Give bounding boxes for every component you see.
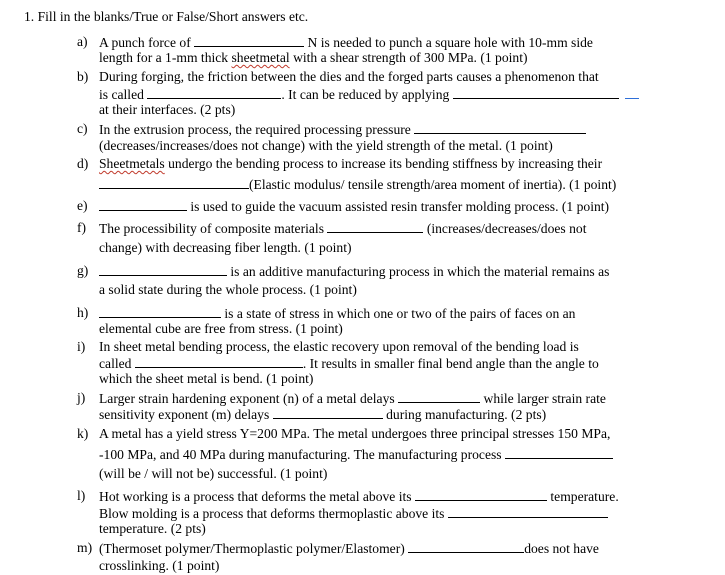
label-m: m): [77, 540, 93, 555]
blank-d1[interactable]: [99, 176, 249, 189]
blank-l1[interactable]: [415, 488, 547, 501]
spell-flag-word: Sheetmetals: [99, 156, 165, 171]
text: does not have: [524, 541, 599, 556]
label-h: h): [77, 305, 89, 320]
section-title: 1. Fill in the blanks/True or False/Short answers etc.: [24, 9, 309, 24]
text: is used to guide the vacuum assisted resin transfer molding process. (1 point): [190, 199, 610, 214]
text: undergo the bending process to increase its bending stiffness by increasing their: [168, 156, 603, 171]
question-g-line2: a solid state during the whole process. (1 point): [99, 282, 357, 297]
text: is an additive manufacturing process in which the material remains as: [230, 264, 610, 279]
text: while larger strain rate: [483, 391, 606, 406]
question-h-line1: [99, 305, 575, 322]
text: Hot working is a process that deforms the metal above its: [99, 489, 412, 504]
label-e: e): [77, 198, 88, 213]
question-b-line2: [99, 86, 639, 103]
text: (increases/decreases/does not: [426, 221, 587, 236]
question-d-line1: [99, 156, 602, 172]
text: temperature.: [550, 489, 619, 504]
text: . It results in smaller final bend angle than the angle to: [302, 356, 599, 371]
blank-j2[interactable]: [273, 406, 383, 419]
text: (Elastic modulus/ tensile strength/area moment of inertia). (1 point): [249, 177, 617, 192]
text: length for a 1-mm thick: [99, 50, 229, 65]
question-l-line3: temperature. (2 pts): [99, 521, 206, 536]
blank-f1[interactable]: [327, 220, 423, 233]
label-d: d): [77, 156, 89, 171]
question-a-line1: [99, 34, 593, 51]
label-f: f): [77, 220, 87, 235]
label-b: b): [77, 69, 89, 84]
label-i: i): [77, 339, 86, 354]
text: In the extrusion process, the required processing pressure: [99, 122, 411, 137]
question-c-line1: [99, 121, 586, 138]
blank-l2[interactable]: [448, 505, 608, 518]
text: (Thermoset polymer/Thermoplastic polymer/Elastomer): [99, 541, 405, 556]
question-k-line3: (will be / will not be) successful. (1 point): [99, 466, 328, 481]
blank-e1[interactable]: [99, 198, 187, 211]
blank-b1[interactable]: [147, 86, 281, 99]
text: during manufacturing. (2 pts): [386, 407, 547, 422]
question-i-line2: [99, 355, 599, 372]
question-m-line1: [99, 540, 599, 557]
text: Blow molding is a process that deforms thermoplastic above its: [99, 506, 445, 521]
question-l-line2: [99, 505, 608, 522]
question-m-line2: crosslinking. (1 point): [99, 558, 220, 573]
text: is called: [99, 87, 144, 102]
blank-h1[interactable]: [99, 305, 221, 318]
text: N is needed to punch a square hole with 10-mm side: [307, 35, 593, 50]
question-j-line2: [99, 406, 546, 423]
question-d-line2: [99, 176, 616, 193]
question-j-line1: [99, 390, 606, 407]
question-f-line1: [99, 220, 586, 237]
label-a: a): [77, 34, 88, 49]
question-c-line2: (decreases/increases/does not change) with the yield strength of the metal. (1 point): [99, 138, 553, 153]
text: called: [99, 356, 132, 371]
text: . It can be reduced by applying: [281, 87, 450, 102]
question-g-line1: [99, 263, 609, 280]
text: The processibility of composite materials: [99, 221, 324, 236]
question-f-line2: change) with decreasing fiber length. (1 point): [99, 240, 352, 255]
blank-k1[interactable]: [505, 446, 613, 459]
question-b-line1: During forging, the friction between the dies and the forged parts causes a phenomenon that: [99, 69, 599, 84]
label-k: k): [77, 426, 89, 441]
blank-b2[interactable]: [453, 86, 619, 99]
text: Larger strain hardening exponent (n) of a metal delays: [99, 391, 395, 406]
label-j: j): [77, 390, 86, 405]
question-e-line1: [99, 198, 609, 215]
text: -100 MPa, and 40 MPa during manufacturing. The manufacturing process: [99, 447, 502, 462]
question-k-line1: A metal has a yield stress Y=200 MPa. The metal undergoes three principal stresses 150 MPa,: [99, 426, 611, 441]
blank-c1[interactable]: [414, 121, 586, 134]
blank-g1[interactable]: [99, 263, 227, 276]
label-c: c): [77, 121, 88, 136]
text: sensitivity exponent (m) delays: [99, 407, 270, 422]
blank-m1[interactable]: [408, 540, 524, 553]
blank-a1[interactable]: [194, 34, 304, 47]
blue-dash-mark: [625, 88, 639, 99]
blank-j1[interactable]: [398, 390, 480, 403]
text: is a state of stress in which one or two of the pairs of faces on an: [224, 306, 576, 321]
text: with a shear strength of 300 MPa. (1 point): [293, 50, 528, 65]
text: A punch force of: [99, 35, 191, 50]
question-h-line2: elemental cube are free from stress. (1 point): [99, 321, 343, 336]
question-b-line3: at their interfaces. (2 pts): [99, 102, 236, 117]
question-k-line2: [99, 446, 613, 463]
blank-i1[interactable]: [135, 355, 303, 368]
question-i-line3: which the sheet metal is bend. (1 point): [99, 371, 314, 386]
question-a-line2: [99, 50, 528, 66]
question-l-line1: [99, 488, 619, 505]
question-i-line1: In sheet metal bending process, the elastic recovery upon removal of the bending load is: [99, 339, 579, 354]
label-l: l): [77, 488, 86, 503]
spell-flag-word: sheetmetal: [231, 50, 290, 65]
label-g: g): [77, 263, 89, 278]
